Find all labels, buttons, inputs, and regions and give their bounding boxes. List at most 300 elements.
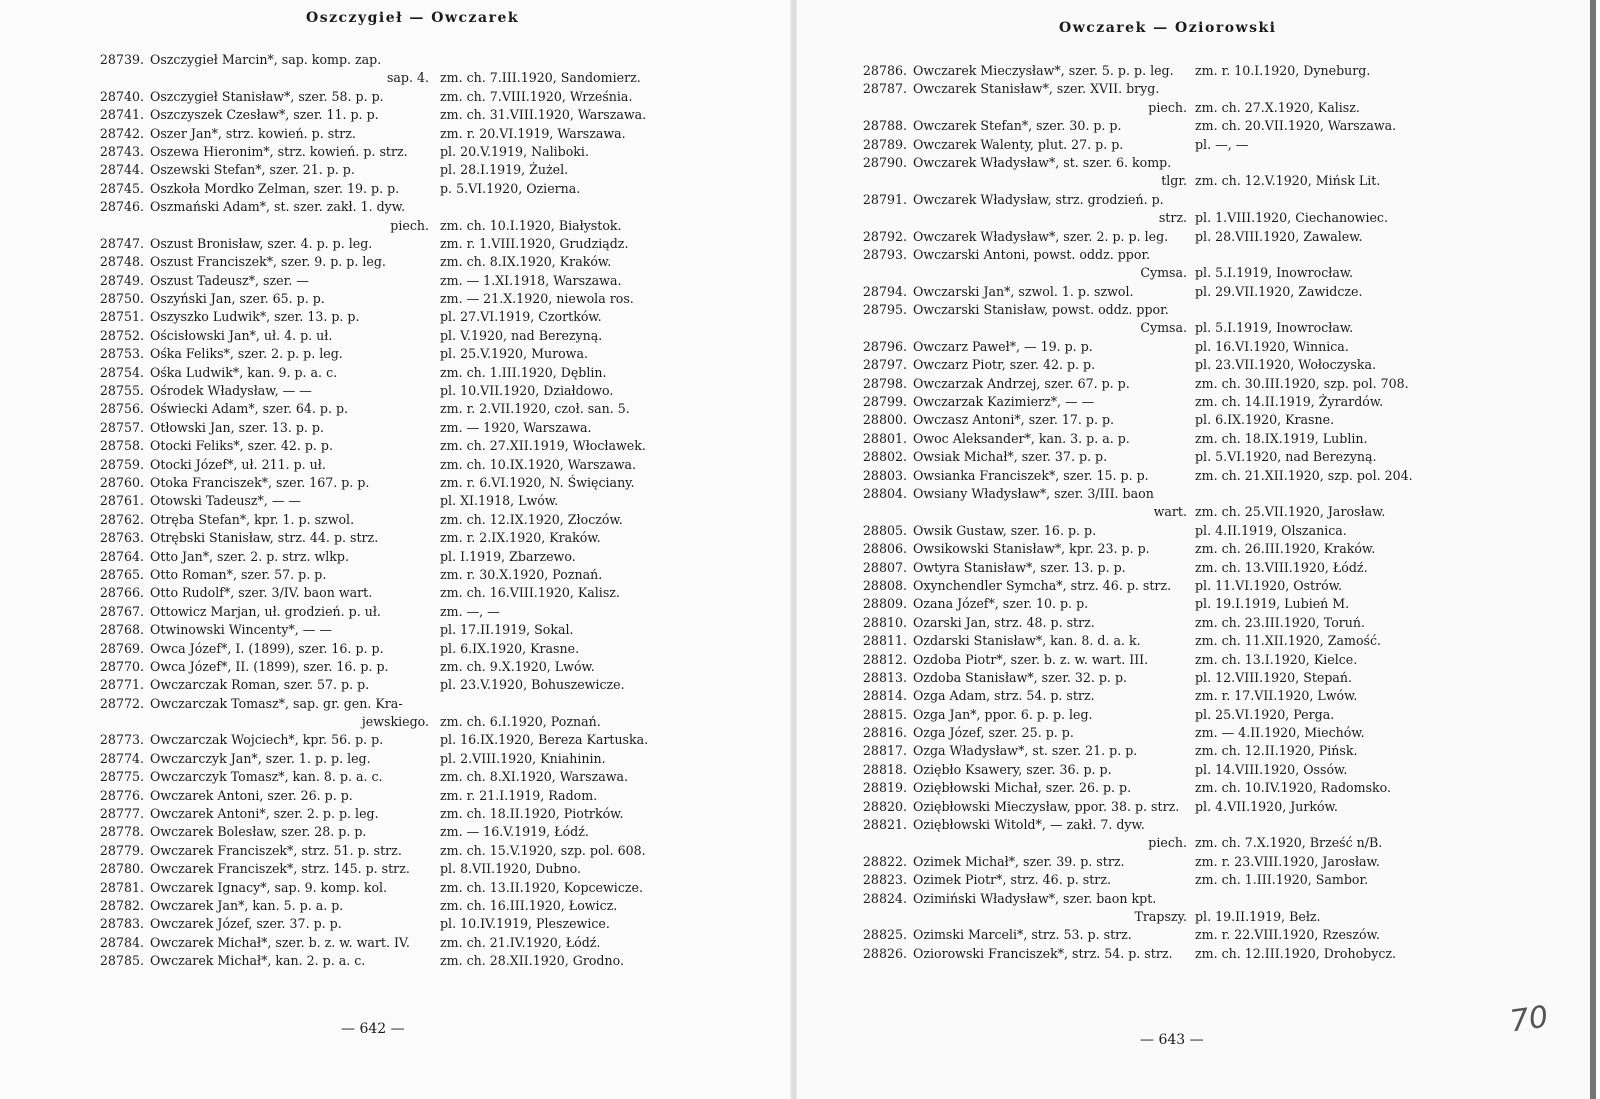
entry xyxy=(837,779,1502,797)
entry xyxy=(74,253,714,271)
entry-name: Otowski Tadeusz*, — — xyxy=(150,493,302,509)
entry-number: 28780. xyxy=(99,861,144,877)
entry xyxy=(837,191,1502,228)
entry-number: 28766. xyxy=(99,585,144,601)
entry-number: 28793. xyxy=(862,246,907,262)
entry xyxy=(837,577,1502,595)
entry-fate: zm. ch. 20.VII.1920, Warszawa. xyxy=(1195,118,1397,134)
entry-row xyxy=(74,327,714,345)
entry-name: Oszewski Stefan*, szer. 21. p. p. xyxy=(150,162,355,178)
entry-number: 28815. xyxy=(862,706,907,722)
entry-row xyxy=(74,640,714,658)
entry-name: Owczarz Paweł*, — 19. p. p. xyxy=(913,338,1093,354)
entry-number: 28764. xyxy=(99,548,144,564)
entry-name: Owca Józef*, II. (1899), szer. 16. p. p. xyxy=(150,658,389,674)
entry-row xyxy=(837,393,1502,411)
entry-number: 28777. xyxy=(99,806,144,822)
entry-number: 28786. xyxy=(862,63,907,78)
entry-number: 28765. xyxy=(99,566,144,582)
entry xyxy=(74,621,714,639)
entry-fate: zm. ch. 26.III.1920, Kraków. xyxy=(1195,541,1376,557)
entry-row xyxy=(74,106,714,124)
entry-name: Owca Józef*, I. (1899), szer. 16. p. p. xyxy=(150,640,384,656)
entry-name: Oziębłowski Witold*, — zakł. 7. dyw. xyxy=(913,817,1145,833)
entry xyxy=(74,290,714,308)
entry-row xyxy=(837,264,1502,282)
entry-number: 28772. xyxy=(99,695,144,711)
entry-fate: zm. ch. 13.I.1920, Kielce. xyxy=(1195,651,1358,667)
entry xyxy=(74,235,714,253)
entry-name: Ozga Adam, strz. 54. p. strz. xyxy=(913,688,1095,704)
entry-row xyxy=(74,548,714,566)
entry-name: Oszyński Jan, szer. 65. p. p. xyxy=(150,291,325,307)
entry-number: 28822. xyxy=(862,853,907,869)
entry-fate: pl. 23.VII.1920, Wołoczyska. xyxy=(1195,357,1376,373)
entry-fate: zm. ch. 1.III.1920, Dęblin. xyxy=(440,364,607,380)
entry-fate: zm. ch. 16.III.1920, Łowicz. xyxy=(440,897,618,913)
entry xyxy=(74,529,714,547)
entry xyxy=(74,345,714,363)
entry-fate: pl. 25.VI.1920, Perga. xyxy=(1195,706,1335,722)
entry xyxy=(74,51,714,88)
entry-name: Owczarek Michał*, kan. 2. p. a. c. xyxy=(150,953,366,969)
entry xyxy=(74,768,714,786)
entry-number: 28812. xyxy=(862,651,907,667)
entry-fate: zm. ch. 6.I.1920, Poznań. xyxy=(440,714,601,730)
entry-number: 28794. xyxy=(862,283,907,299)
entry-fate: zm. ch. 31.VIII.1920, Warszawa. xyxy=(440,107,647,123)
entry-number: 28757. xyxy=(99,419,144,435)
entry xyxy=(74,511,714,529)
entry-fate: zm. ch. 30.III.1920, szp. pol. 708. xyxy=(1195,375,1409,391)
entry-name: Owczarczak Wojciech*, kpr. 56. p. p. xyxy=(150,732,384,748)
entry-name: Otto Roman*, szer. 57. p. p. xyxy=(150,566,327,582)
entry-row xyxy=(837,228,1502,246)
entry-name: Ozarski Jan, strz. 48. p. strz. xyxy=(913,614,1095,630)
entry-fate: zm. ch. 21.IV.1920, Łódź. xyxy=(440,934,601,950)
entry-row xyxy=(74,69,714,87)
entry-name: Owczasz Antoni*, szer. 17. p. p. xyxy=(913,412,1115,428)
entry-row xyxy=(837,522,1502,540)
entry-fate: pl. 16.VI.1920, Winnica. xyxy=(1195,338,1349,354)
entry-row xyxy=(74,805,714,823)
entry-name-continuation: piech. xyxy=(390,217,429,233)
entry-fate: pl. 29.VII.1920, Zawidcze. xyxy=(1195,283,1363,299)
entry-row xyxy=(837,632,1502,650)
entry-fate: pl. I.1919, Zbarzewo. xyxy=(440,548,576,564)
entry xyxy=(837,706,1502,724)
entry xyxy=(837,540,1502,558)
entry-number: 28773. xyxy=(99,732,144,748)
entry-fate: zm. ch. 27.X.1920, Kalisz. xyxy=(1195,99,1360,115)
entry-name: Otto Jan*, szer. 2. p. strz. wlkp. xyxy=(150,548,349,564)
entry-row xyxy=(837,485,1502,503)
entry-fate: pl. 12.VIII.1920, Stepań. xyxy=(1195,669,1353,685)
entry-fate: zm. ch. 11.XII.1920, Zamość. xyxy=(1195,633,1382,649)
entry-number: 28743. xyxy=(99,143,144,159)
entry-row xyxy=(74,676,714,694)
entry-fate: zm. r. 20.VI.1919, Warszawa. xyxy=(440,125,626,141)
entry-name: Oszkoła Mordko Zelman, szer. 19. p. p. xyxy=(150,180,400,196)
entry-fate: zm. r. 30.X.1920, Poznań. xyxy=(440,566,603,582)
entry-name: Oziębło Ksawery, szer. 36. p. p. xyxy=(913,761,1112,777)
entry-name: Owczarek Józef, szer. 37. p. p. xyxy=(150,916,342,932)
right-entry-list xyxy=(837,62,1502,963)
right-page-number: — 643 — xyxy=(1140,1032,1204,1048)
entry xyxy=(837,724,1502,742)
entry-fate: zm. ch. 12.IX.1920, Złoczów. xyxy=(440,511,623,527)
entry-row xyxy=(837,614,1502,632)
entry-row xyxy=(74,253,714,271)
entry xyxy=(837,632,1502,650)
entry-fate: pl. 6.IX.1920, Krasne. xyxy=(440,640,580,656)
entry xyxy=(74,161,714,179)
entry-fate: pl. 4.VII.1920, Jurków. xyxy=(1195,798,1338,814)
entry xyxy=(74,400,714,418)
entry-name: Owczarek Bolesław, szer. 28. p. p. xyxy=(150,824,367,840)
entry xyxy=(74,860,714,878)
entry-fate: zm. r. 1.VIII.1920, Grudziądz. xyxy=(440,235,629,251)
entry-fate: pl. V.1920, nad Berezyną. xyxy=(440,327,603,343)
entry-fate: zm. — 21.X.1920, niewola ros. xyxy=(440,291,634,307)
entry-row xyxy=(837,669,1502,687)
entry-number: 28820. xyxy=(862,798,907,814)
entry-row xyxy=(837,375,1502,393)
entry xyxy=(837,614,1502,632)
entry-fate: zm. ch. 12.II.1920, Pińsk. xyxy=(1195,743,1358,759)
entry-number: 28790. xyxy=(862,154,907,170)
entry-fate: zm. ch. 18.II.1920, Piotrków. xyxy=(440,806,624,822)
entry-fate: pl. XI.1918, Lwów. xyxy=(440,493,559,509)
entry-number: 28751. xyxy=(99,309,144,325)
entry-fate: zm. ch. 10.IV.1920, Radomsko. xyxy=(1195,780,1392,796)
entry-number: 28761. xyxy=(99,493,144,509)
entry-name: Ozimiński Władysław*, szer. baon kpt. xyxy=(913,890,1157,906)
entry xyxy=(74,272,714,290)
entry-fate: zm. r. 22.VIII.1920, Rzeszów. xyxy=(1195,927,1380,943)
entry-name: Owczarek Walenty, plut. 27. p. p. xyxy=(913,136,1124,152)
entry-row xyxy=(837,779,1502,797)
entry-name: Owczarczak Tomasz*, sap. gr. gen. Kra- xyxy=(150,695,403,711)
entry xyxy=(74,658,714,676)
entry-number: 28762. xyxy=(99,511,144,527)
entry-number: 28824. xyxy=(862,890,907,906)
entry xyxy=(74,364,714,382)
entry-fate: pl. 14.VIII.1920, Ossów. xyxy=(1195,761,1348,777)
entry-name: Ozga Władysław*, st. szer. 21. p. p. xyxy=(913,743,1138,759)
entry-fate: zm. r. 23.VIII.1920, Jarosław. xyxy=(1195,853,1380,869)
entry-name-continuation: Trapszy. xyxy=(1134,908,1187,924)
entry-name-continuation: Cymsa. xyxy=(1140,265,1187,281)
entry-name: Ozimski Marceli*, strz. 53. p. strz. xyxy=(913,927,1132,943)
entry-name-continuation: piech. xyxy=(1148,835,1187,851)
entry-fate: zm. r. 21.I.1919, Radom. xyxy=(440,787,598,803)
entry xyxy=(74,492,714,510)
entry-row xyxy=(837,319,1502,337)
entry xyxy=(837,80,1502,117)
entry-name: Oszczyszek Czesław*, szer. 11. p. p. xyxy=(150,107,379,123)
entry xyxy=(74,731,714,749)
entry-number: 28758. xyxy=(99,438,144,454)
entry-row xyxy=(74,860,714,878)
entry-name: Owsianka Franciszek*, szer. 15. p. p. xyxy=(913,467,1149,483)
entry xyxy=(74,419,714,437)
entry xyxy=(837,283,1502,301)
entry xyxy=(74,823,714,841)
entry-name: Owczarek Michał*, szer. b. z. w. wart. IV. xyxy=(150,934,410,950)
entry-number: 28800. xyxy=(862,412,907,428)
entry-fate: zm. ch. 14.II.1919, Żyrardów. xyxy=(1195,394,1384,410)
entry-fate: pl. 5.I.1919, Inowrocław. xyxy=(1195,320,1354,336)
entry-name: Otrębski Stanisław, strz. 44. p. strz. xyxy=(150,530,379,546)
entry-row xyxy=(74,345,714,363)
entry-row xyxy=(837,761,1502,779)
entry-number: 28796. xyxy=(862,338,907,354)
entry-row xyxy=(74,308,714,326)
entry-name: Owczarek Antoni, szer. 26. p. p. xyxy=(150,787,353,803)
entry-name: Oszust Bronisław, szer. 4. p. p. leg. xyxy=(150,235,373,251)
entry-name: Owsiany Władysław*, szer. 3/III. baon xyxy=(913,485,1154,501)
entry-number: 28775. xyxy=(99,769,144,785)
entry-number: 28811. xyxy=(862,633,907,649)
entry-fate: zm. ch. 9.X.1920, Lwów. xyxy=(440,658,595,674)
entry-row xyxy=(837,191,1502,209)
entry-name: Owczarek Ignacy*, sap. 9. komp. kol. xyxy=(150,879,388,895)
entry-number: 28769. xyxy=(99,640,144,656)
entry-number: 28804. xyxy=(862,485,907,501)
entry-fate: zm. — 1920, Warszawa. xyxy=(440,419,592,435)
entry-fate: pl. 17.II.1919, Sokal. xyxy=(440,622,574,638)
entry xyxy=(74,548,714,566)
entry-fate: zm. ch. 13.II.1920, Kopcewicze. xyxy=(440,879,643,895)
entry-number: 28814. xyxy=(862,688,907,704)
entry-number: 28745. xyxy=(99,180,144,196)
entry-row xyxy=(74,879,714,897)
entry-name: Owoc Aleksander*, kan. 3. p. a. p. xyxy=(913,430,1130,446)
entry-number: 28767. xyxy=(99,603,144,619)
entry-number: 28763. xyxy=(99,530,144,546)
entry-number: 28798. xyxy=(862,375,907,391)
entry xyxy=(74,198,714,235)
entry-fate: zm. ch. 25.VII.1920, Jarosław. xyxy=(1195,504,1386,520)
entry-name: Owczarczak Roman, szer. 57. p. p. xyxy=(150,677,370,693)
entry-fate: zm. ch. 10.IX.1920, Warszawa. xyxy=(440,456,637,472)
entry-row xyxy=(74,272,714,290)
entry-fate: pl. —, — xyxy=(1195,136,1249,152)
entry-fate: zm. ch. 12.III.1920, Drohobycz. xyxy=(1195,945,1397,961)
entry-name: Ośka Ludwik*, kan. 9. p. a. c. xyxy=(150,364,338,380)
entry-row xyxy=(74,143,714,161)
entry xyxy=(74,879,714,897)
entry-row xyxy=(837,651,1502,669)
entry-row xyxy=(74,235,714,253)
entry xyxy=(74,143,714,161)
entry xyxy=(74,842,714,860)
entry-name: Owczarek Stefan*, szer. 30. p. p. xyxy=(913,118,1122,134)
entry-name: Ozdarski Stanisław*, kan. 8. d. a. k. xyxy=(913,633,1141,649)
entry xyxy=(74,750,714,768)
entry xyxy=(837,154,1502,191)
entry-name: Oszewa Hieronim*, strz. kowień. p. strz. xyxy=(150,143,408,159)
entry-fate: zm. ch. 18.IX.1919, Lublin. xyxy=(1195,430,1368,446)
entry-number: 28746. xyxy=(99,199,144,215)
entry-fate: zm. ch. 7.X.1920, Brześć n/B. xyxy=(1195,835,1383,851)
entry-row xyxy=(74,198,714,216)
entry xyxy=(74,584,714,602)
entry-number: 28806. xyxy=(862,541,907,557)
entry xyxy=(74,456,714,474)
entry-fate: pl. 28.VIII.1920, Zawalew. xyxy=(1195,228,1363,244)
entry xyxy=(74,915,714,933)
entry-row xyxy=(837,283,1502,301)
entry-fate: zm. r. 17.VII.1920, Lwów. xyxy=(1195,688,1358,704)
entry-name: Ozimek Piotr*, strz. 46. p. strz. xyxy=(913,872,1111,888)
entry xyxy=(74,308,714,326)
entry-row xyxy=(74,621,714,639)
entry-row xyxy=(74,750,714,768)
entry-fate: zm. ch. 10.I.1920, Białystok. xyxy=(440,217,622,233)
entry-number: 28747. xyxy=(99,235,144,251)
entry xyxy=(74,897,714,915)
entry-name: Owczarzak Andrzej, szer. 67. p. p. xyxy=(913,375,1130,391)
right-page xyxy=(797,0,1597,1099)
entry-number: 28781. xyxy=(99,879,144,895)
entry-fate: zm. ch. 8.XI.1920, Warszawa. xyxy=(440,769,629,785)
entry-name-continuation: strz. xyxy=(1158,210,1187,226)
entry-row xyxy=(74,823,714,841)
entry xyxy=(74,695,714,732)
left-page-header: Oszczygieł — Owczarek xyxy=(306,10,520,26)
entry xyxy=(837,669,1502,687)
entry-row xyxy=(74,529,714,547)
entry xyxy=(837,945,1502,963)
entry-name: Oszczygieł Stanisław*, szer. 58. p. p. xyxy=(150,88,384,104)
entry-row xyxy=(837,338,1502,356)
entry-name: Oszer Jan*, strz. kowień. p. strz. xyxy=(150,125,356,141)
entry-row xyxy=(837,448,1502,466)
entry-fate: pl. 16.IX.1920, Bereza Kartuska. xyxy=(440,732,649,748)
entry xyxy=(837,651,1502,669)
entry-name: Otto Rudolf*, szer. 3/IV. baon wart. xyxy=(150,585,373,601)
entry-name: Owczarek Franciszek*, strz. 51. p. strz. xyxy=(150,842,402,858)
entry-number: 28792. xyxy=(862,228,907,244)
entry-fate: pl. 6.IX.1920, Krasne. xyxy=(1195,412,1335,428)
entry xyxy=(74,952,714,970)
entry-number: 28749. xyxy=(99,272,144,288)
entry-number: 28741. xyxy=(99,107,144,123)
entry-row xyxy=(74,364,714,382)
entry-row xyxy=(74,88,714,106)
entry-number: 28802. xyxy=(862,449,907,465)
entry-row xyxy=(837,430,1502,448)
entry-name: Ottowicz Marjan, uł. grodzień. p. uł. xyxy=(150,603,381,619)
entry-name: Owczarczyk Jan*, szer. 1. p. p. leg. xyxy=(150,750,371,766)
entry-fate: zm. r. 10.I.1920, Dyneburg. xyxy=(1195,63,1371,78)
entry-name: Owczarek Jan*, kan. 5. p. a. p. xyxy=(150,897,344,913)
entry-row xyxy=(837,798,1502,816)
entry-fate: zm. — 16.V.1919, Łódź. xyxy=(440,824,589,840)
entry-row xyxy=(837,908,1502,926)
entry-name: Oziębłowski Mieczysław, ppor. 38. p. strz. xyxy=(913,798,1180,814)
entry-fate: zm. ch. 12.V.1920, Mińsk Lit. xyxy=(1195,173,1381,189)
entry-name: Ozga Józef, szer. 25. p. p. xyxy=(913,725,1074,741)
entry-number: 28776. xyxy=(99,787,144,803)
entry-name: Otwinowski Wincenty*, — — xyxy=(150,622,332,638)
entry-fate: zm. — 1.XI.1918, Warszawa. xyxy=(440,272,622,288)
entry xyxy=(837,559,1502,577)
entry-row xyxy=(837,816,1502,834)
entry-row xyxy=(837,503,1502,521)
entry-fate: pl. 8.VII.1920, Dubno. xyxy=(440,861,581,877)
entry-row xyxy=(74,566,714,584)
entry xyxy=(74,603,714,621)
entry-fate: zm. ch. 23.III.1920, Toruń. xyxy=(1195,614,1366,630)
entry-number: 28752. xyxy=(99,327,144,343)
entry-row xyxy=(74,290,714,308)
entry-number: 28759. xyxy=(99,456,144,472)
entry-number: 28742. xyxy=(99,125,144,141)
entry-name: Owczarek Władysław, strz. grodzień. p. xyxy=(913,191,1164,207)
entry-name: Owtyra Stanisław*, szer. 13. p. p. xyxy=(913,559,1126,575)
entry xyxy=(74,106,714,124)
entry-number: 28750. xyxy=(99,291,144,307)
entry-row xyxy=(74,437,714,455)
entry-fate: zm. ch. 27.XII.1919, Włocławek. xyxy=(440,438,646,454)
entry-fate: zm. r. 2.VII.1920, czoł. san. 5. xyxy=(440,401,630,417)
entry-name: Oziębłowski Michał, szer. 26. p. p. xyxy=(913,780,1132,796)
entry-row xyxy=(74,400,714,418)
entry-number: 28739. xyxy=(99,52,144,67)
entry xyxy=(74,125,714,143)
entry-number: 28791. xyxy=(862,191,907,207)
entry-row xyxy=(837,411,1502,429)
handwritten-note: 70 xyxy=(1507,999,1551,1040)
entry-row xyxy=(837,467,1502,485)
entry-name: Owsiak Michał*, szer. 37. p. p. xyxy=(913,449,1108,465)
entry-name: Ościsłowski Jan*, uł. 4. p. uł. xyxy=(150,327,333,343)
entry-fate: pl. 2.VIII.1920, Kniahinin. xyxy=(440,750,606,766)
entry-row xyxy=(74,456,714,474)
entry-row xyxy=(74,603,714,621)
entry xyxy=(837,798,1502,816)
entry-number: 28803. xyxy=(862,467,907,483)
entry-fate: p. 5.VI.1920, Ozierna. xyxy=(440,180,581,196)
entry-name-continuation: sap. 4. xyxy=(386,70,429,86)
entry xyxy=(837,761,1502,779)
entry-name-continuation: piech. xyxy=(1148,99,1187,115)
entry-name: Owczarski Stanisław, powst. oddz. ppor. xyxy=(913,302,1169,318)
entry-fate: zm. ch. 8.IX.1920, Kraków. xyxy=(440,254,612,270)
entry xyxy=(74,934,714,952)
entry-number: 28784. xyxy=(99,934,144,950)
entry-fate: zm. ch. 1.III.1920, Sambor. xyxy=(1195,872,1369,888)
entry-name: Oszyszko Ludwik*, szer. 13. p. p. xyxy=(150,309,360,325)
entry-row xyxy=(74,934,714,952)
entry-fate: pl. 19.I.1919, Lubień M. xyxy=(1195,596,1350,612)
entry-row xyxy=(74,787,714,805)
entry-fate: pl. 1.VIII.1920, Ciechanowiec. xyxy=(1195,210,1388,226)
entry-row xyxy=(837,62,1502,80)
entry xyxy=(837,853,1502,871)
entry-fate: zm. ch. 21.XII.1920, szp. pol. 204. xyxy=(1195,467,1413,483)
entry-row xyxy=(837,706,1502,724)
entry-name: Owczarzak Kazimierz*, — — xyxy=(913,394,1095,410)
entry-row xyxy=(74,492,714,510)
entry-number: 28817. xyxy=(862,743,907,759)
left-page xyxy=(0,0,793,1099)
entry-number: 28756. xyxy=(99,401,144,417)
entry-number: 28825. xyxy=(862,927,907,943)
